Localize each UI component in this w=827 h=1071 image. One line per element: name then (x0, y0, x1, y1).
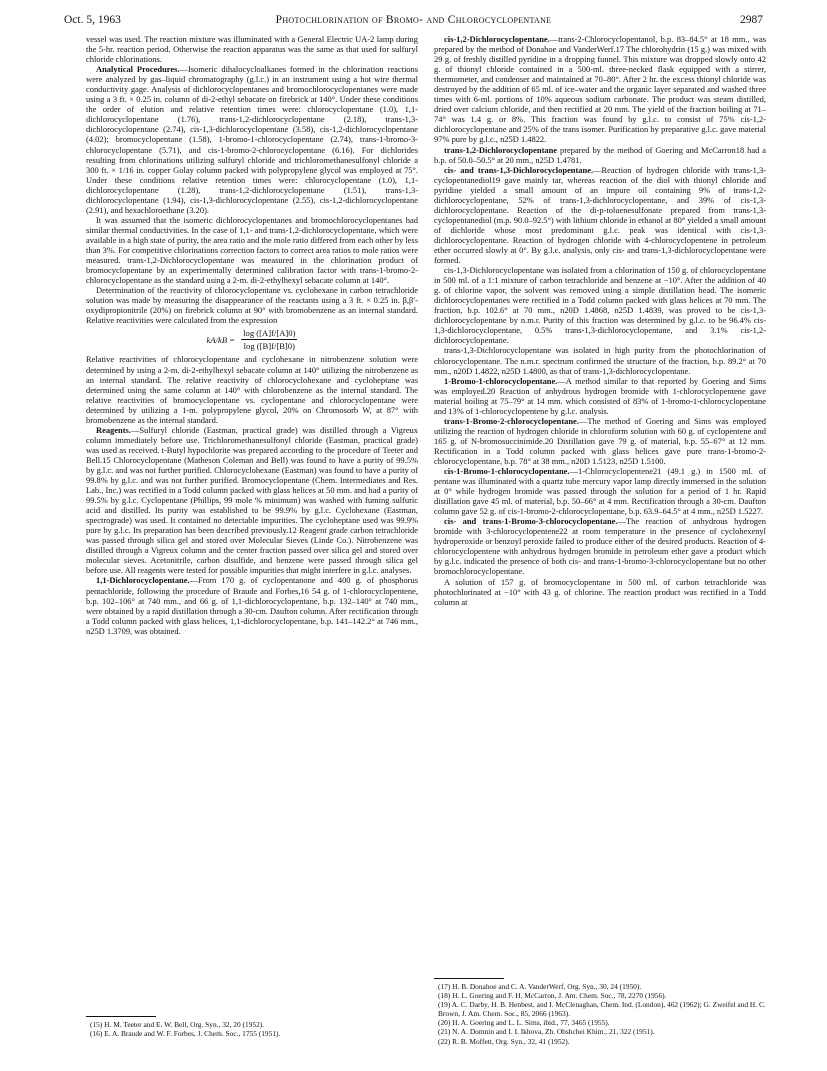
footnotes-left (86, 1020, 418, 1038)
page-header (64, 14, 763, 30)
equation (86, 328, 418, 351)
left-column (86, 34, 418, 636)
footnote: (19) A. C. Darby, H. B. Henbest, and I. McClenaghan, Chem. Ind. (London), 462 (1962); G. Zweifel and H. C. Brown, J. Am. Chem. Soc., 85, 2066 (1963). (438, 1000, 766, 1019)
section-heading: cis- and trans-1,3-Dichlorocyclopentane. (444, 164, 594, 175)
footnote: (18) H. L. Goering and F. H. McCarron, J. Am. Chem. Soc., 78, 2270 (1956). (438, 991, 667, 1001)
page-number: 2987 (740, 14, 763, 26)
footnote: (15) H. M. Teeter and E. W. Bell, Org. Syn., 32, 20 (1952). (90, 1020, 265, 1029)
paragraph: Relative reactivities of chlorocyclopentane and cyclohexane in nitrobenzene solution were determined by using a 2-m. di-2-ethylhexyl sebacate column at 140° utilizing the nitrobenzene as an internal standard. The relative reactivity of chlorocyclohexane and cycloheptane was determined using the same column at 140° with chlorobenzene as the internal standard. The relative reactivities of bromocyclopentane vs. cyclopentane and chlorocyclopentane were determined by utilizing a 1-m. polypropylene glycol, 20% on Chromosorb W, at 87° with bromobenzene as the internal standard. (86, 354, 418, 425)
paragraph: cis- and trans-1-Bromo-3-chlorocyclopentane.—The reaction of anhydrous hydrogen bromide with 3-chlorocyclopentene22 at room temperature in the presence of cyclohexenyl hydroperoxide or benzoyl peroxide failed to produce either of the desired products. Reaction of 4-chlorocyclopentene with anhydrous hydrogen bromide in petroleum ether gave a product which by g.l.c. indicated the presence of both cis- and trans-1-bromo-3-chlorocyclopentane but no other bromochlorocyclopentane. (434, 516, 766, 577)
footnotes-right (434, 982, 766, 1046)
paragraph: vessel was used. The reaction mixture was illuminated with a General Electric UA-2 lamp during the 5-hr. reaction period. Otherwise the reaction apparatus was the same as that used for sulfuryl chloride chlorinations. (86, 34, 418, 65)
paragraph: It was assumed that the isomeric dichlorocyclopentanes and bromochlorocyclopentanes had similar thermal conductivities. In the case of 1,1- and trans-1,2-dichlorocyclopentane, which were available in a high state of purity, the area ratio and the mole ratio differed from each other by less than 3%. For competitive chlorinations correction factors to correct area ratios to mole ratios were measured. trans-1,2-Dichlorocyclopentane was measured in the chlorination product of bromocyclopentane by an experimentally determined calibration factor with trans-1-bromo-2-chlorocyclopentane as the standard using a 2-m. di-2-ethylhexyl sebacate column at 140°. (86, 214, 418, 286)
section-heading: trans-1,2-Dichlorocyclopentane (444, 144, 558, 155)
paragraph: 1,1-Dichlorocyclopentane.—From 170 g. of cyclopentanone and 400 g. of phosphorus pentachloride, following the procedure of Braude and Forbes,16 54 g. of 1-chlorocyclopentene, b.p. 102–106° at 740 mm., and 66 g. of 1,1-dichlorocyclopentane, b.p. 132–140° at 740 mm., were obtained by a rapid distillation through a 30-cm. Daufton column. After rectification through a Todd column packed with glass helices, 1,1-dichlorocyclopentane, b.p. 141–142.2° at 746 mm., n25D 1.3709, was obtained. (86, 575, 418, 636)
section-heading: cis- and trans-1-Bromo-3-chlorocyclopentane. (444, 516, 618, 527)
footnote: (16) E. A. Braude and W. F. Forbes, J. Chem. Soc., 1755 (1951). (90, 1029, 281, 1039)
right-column (434, 34, 766, 607)
footnote: (21) N. A. Domnin and I. I. Ikhova, Zh. Obshchei Khim., 21, 322 (1951). (438, 1027, 655, 1037)
running-title: Photochlorination of Bromo- and Chlorocyclopentane (275, 14, 552, 26)
paragraph: cis-1-Bromo-1-chlorocyclopentane.—1-Chlorocyclopentene21 (49.1 g.) in 1500 ml. of pentane was illuminated with a quartz tube mercury vapor lamp directly immersed in the solution at 0° while hydrogen bromide was passed through the solution for a period of 1 hr. Rapid distillation gave 45 ml. of material, b.p. 50–66° at 4 mm. Rectification through a 30-cm. Daufton column gave 52 g. of cis-1-bromo-2-chlorocyclopentane, b.p. 63.9–64.5° at 4 mm., n25D 1.5227. (434, 466, 766, 517)
equation-fraction (241, 328, 297, 351)
paragraph: cis- and trans-1,3-Dichlorocyclopentane.—Reaction of hydrogen chloride with trans-1,3-cyclopentanediol19 gave mainly tar, whereas reaction of the diol with thionyl chloride and pyridine yielded a small amount of an impure oil containing 9% of trans-1,2-dichlorocyclopentane, 52% of trans-1,3-dichlorocyclopentane, and 39% of cis-1,3-dichlorocyclopentane. Reaction of the di-p-toluenesulfonate prepared from trans-1,3-cyclopentanediol (m.p. 90.0–92.5°) with lithium chloride in ethanol at 80° yielded a small amount of dichloride whose most predominant g.l.c. peak was identical with cis-1,3-dichlorocyclopentane. Reaction of hydrogen chloride with 4-chlorocyclopentene in petroleum ether occurred slowly at 0°. By g.l.c. analysis, only cis- and trans-1,3-dichlorocyclopentane were formed. (434, 164, 766, 266)
paragraph: trans-1,2-Dichlorocyclopentane prepared by the method of Goering and McCarron18 had a b.p. of 50.0–50.5° at 20 mm., n25D 1.4781. (434, 144, 766, 165)
section-heading: Analytical Procedures. (96, 64, 180, 75)
paragraph: Determination of the reactivity of chlorocyclopentane vs. cyclohexane in carbon tetrachloride solution was made by measuring the disappearance of the reactants using a 3 ft. × 0.25 in. β,β′-oxydipropionitrile (20%) on firebrick column at 90° with bromobenzene as an internal standard. Relative reactivities were calculated from the expression (86, 285, 418, 326)
footnote-rule (434, 978, 504, 979)
paragraph: cis-1,2-Dichlorocyclopentane.—trans-2-Chlorocyclopentanol, b.p. 83–84.5° at 18 mm., was prepared by the method of Donahoe and VanderWerf.17 The chlorohydrin (15 g.) was mixed with 29 g. of freshly distilled pyridine in a dropping funnel. This mixture was dropped slowly onto 42 g. of thionyl chloride contained in a 500-ml. three-necked flask equipped with a stirrer, thermometer, and condenser and maintained at 70–80°. After 2 hr. the excess thionyl chloride was destroyed by the addition of 65 ml. of ice–water and the organic layer separated and washed three times with 6-ml. portions of 10% aqueous sodium carbonate. The product was steam distilled, dried over calcium chloride, and then rectified at 20 mm. The yield of the fraction boiling at 71–74° was 1.4 g. or 8%. This fraction was found by g.l.c. to consist of 75% cis-1,2-dichlorocyclopentane and 25% of the trans isomer. Purification by preparative g.l.c. gave material 97% pure by g.l.c., n25D 1.4822. (434, 34, 766, 145)
paragraph: cis-1,3-Dichlorocyclopentane was isolated from a chlorination of 150 g. of chlorocyclopentane in 500 ml. of a 1:1 mixture of carbon tetrachloride and benzene at −10°. After the addition of 40 g. of chlorine vapor, the solvent was removed using a simple distillation head. The isomeric dichlorocyclopentanes were rectified in a Todd column packed with glass helices at 70 mm. The fraction, b.p. 102.6° at 70 mm., n20D 1.4868, n25D 1.4839, was proved to be cis-1,3-dichlorocyclopentane by n.m.r. Purity of this fraction was determined by g.l.c. to be 96.4% cis-1,3-dichlorocyclopentane, 0.5% trans-1,3-dichlorocyclopentane, and 3.1% cis-1,2-dichlorocyclopentane. (434, 265, 766, 346)
equation-numerator: log ([A]f/[A]0) (241, 328, 297, 340)
paragraph: Reagents.—Sulfuryl chloride (Eastman, practical grade) was distilled through a Vigreux column immediately before use. Trichloromethanesulfonyl chloride (Eastman, practical grade) was used as received. t-Butyl hypochlorite was prepared according to the procedure of Teeter and Bell.15 Chlorocyclopentane (Matheson Coleman and Bell) was found to have a purity of 99.5% by g.l.c. and was not further purified. Chlorocyclohexane (Eastman) was found to have a purity of 99.8% by g.l.c. and was not further purified. Bromocyclopentane (Chem. Intermediates and Res. Lab., Inc.) was rectified in a Todd column packed with glass helices at 50 mm. and had a purity of 99.5% by g.l.c. Cyclopentane (Phillips, 99 mole % minimum) was washed with fuming sulfuric acid and distilled. Its purity was established to be 99.9% by g.l.c. Cyclohexane (Eastman, spectrograde) was used. It contained no detectable impurities. The cycloheptane used was 99.9% pure by g.l.c. Its preparation has been described previously.12 Reagent grade carbon tetrachloride was passed through silica gel and stored over Molecular Sieves (Linde Co.). Nitrobenzene was distilled through a Vigreux column and the center fraction passed over silica gel and stored over molecular sieves. Acetonitrile, carbon disulfide, and benzene were passed through silica gel before use. All reagents were tested for possible impurities that might interfere in g.l.c. analyses. (86, 424, 418, 576)
equation-denominator: log ([B]f/[B]0) (243, 341, 295, 352)
paragraph: trans-1,3-Dichlorocyclopentane was isolated in high purity from the photochlorination of chlorocyclopentane. The n.m.r. spectrum confirmed the structure of the fraction, b.p. 89.2° at 70 mm., n20D 1.4822, n25D 1.4800, as that of trans-1,3-dichlorocyclopentane. (434, 345, 766, 376)
section-heading: cis-1,2-Dichlorocyclopentane. (444, 34, 550, 44)
section-heading: trans-1-Bromo-2-chlorocyclopentane. (444, 415, 579, 426)
header-date: Oct. 5, 1963 (64, 14, 121, 26)
footnote: (20) H. A. Goering and L. L. Sims, ibid., 77, 3465 (1955). (438, 1018, 610, 1028)
paragraph: A solution of 157 g. of bromocyclopentane in 500 ml. of carbon tetrachloride was photochlorinated at −10° with 43 g. of chlorine. The reaction product was rectified in a Todd column at (434, 576, 766, 607)
section-heading: 1-Bromo-1-chlorocyclopentane. (444, 375, 558, 386)
equation-lhs: kA/kB = (206, 334, 236, 345)
paragraph: trans-1-Bromo-2-chlorocyclopentane.—The method of Goering and Sims was employed utilizing the reaction of hydrogen chloride in chloroform solution with 60 g. of cyclopentene and 165 g. of N-bromosuccinimide.20 Distillation gave 79 g. of material, b.p. 55–67° at 12 mm. Rectification in a Todd column packed with glass helices gave pure trans-1-bromo-2-chlorocyclopentane, b.p. 78° at 38 mm., n20D 1.5123, n25D 1.5100. (434, 415, 766, 466)
section-heading: Reagents. (96, 424, 131, 435)
paragraph: 1-Bromo-1-chlorocyclopentane.—A method similar to that reported by Goering and Sims was employed.20 Reaction of anhydrous hydrogen bromide with 1-chlorocyclopentene gave material boiling at 75–79° at 14 mm. which consisted of 83% of 1-bromo-1-chlorocyclopentane and 13% of 1-chlorocyclopentene by g.l.c. analysis. (434, 375, 766, 416)
footnote-rule (86, 1016, 156, 1017)
footnote: (17) H. B. Donahoe and C. A. VanderWerf, Org. Syn., 30, 24 (1950). (438, 982, 642, 991)
section-heading: 1,1-Dichlorocyclopentane. (96, 575, 190, 586)
paragraph: Analytical Procedures.—Isomeric dihalocycloalkanes formed in the chlorination reactions were analyzed by gas–liquid chromatography (g.l.c.) in an instrument using a hot wire thermal conductivity gage. Analysis of dichlorocyclopentanes and bromochlorocyclopentanes were made using a 3 ft. × 0.25 in. column of di-2-ethyl sebacate on firebrick at 140°. Under these conditions the order of elution and relative retention times were: chlorocyclopentane (1.0), 1,1-dichlorocyclopentane (1.76), trans-1,2-dichlorocyclopentane (2.18), trans-1,3-dichlorocyclopentane (2.74), cis-1,3-dichlorocyclopentane (3.58), cis-1,2-dichlorocyclopentane (4.02); bromocyclopentane (1.58), 1-bromo-1-chlorocyclopentane (2.74), trans-1-bromo-3-chlorocyclopentane (5.71), and cis-1-bromo-2-chlorocyclopentane (6.16). For dichlorides resulting from chlorinations utilizing sulfuryl chloride and trichloromethanesulfonyl chloride a 300 ft. × 1/16 in. copper Golay column packed with polypropylene glycol was employed at 75°. Under these conditions relative retention times were: chlorocyclopentane (1.0), 1,1-dichlorocyclopentane (1.28), trans-1,2-dichlorocyclopentane (1.51), trans-1,3-dichlorocyclopentane (1.94), cis-1,3-dichlorocyclopentane (2.55), cis-1,2-dichlorocyclopentane (2.91), and hexachloroethane (3.20). (86, 64, 419, 215)
footnote: (22) R. B. Moffett, Org. Syn., 32, 41 (1952). (438, 1036, 570, 1046)
section-heading: cis-1-Bromo-1-chlorocyclopentane. (444, 466, 570, 477)
